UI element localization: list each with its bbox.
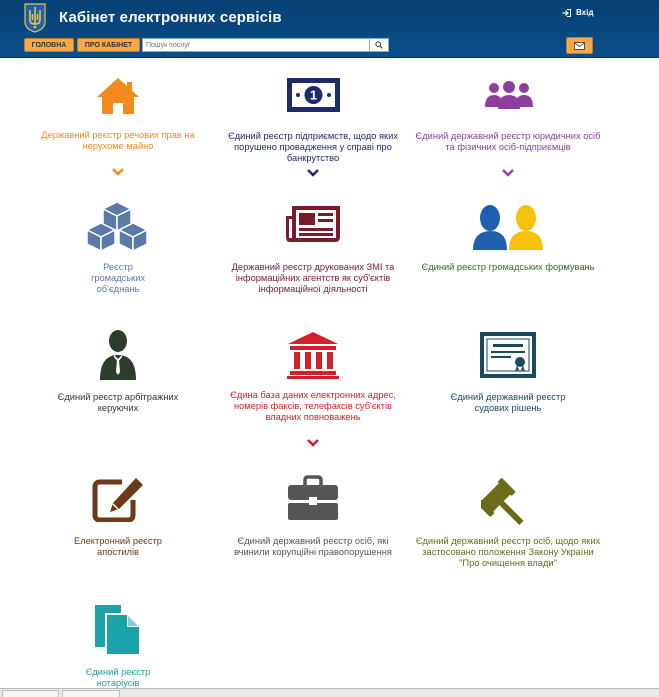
gavel-icon [481,474,535,528]
tile-bankruptcy-register[interactable] [218,72,408,180]
search-button[interactable] [369,39,388,51]
tile-label: Єдина база даних електронних адрес, номерів факсів, телефаксів суб'єктів владних повноважень [230,390,396,422]
tile-label: Єдиний державний реєстр судових рішень [450,392,566,413]
svg-text:1: 1 [309,87,318,103]
institution-icon [286,330,340,380]
tile-notaries-register[interactable] [23,601,213,687]
chevron-down-icon [112,168,124,176]
businessman-icon [99,329,137,381]
tile-label: Державний реєстр друкованих ЗМІ та інформаційних агентств як суб'єктів інформаційної діяльності [231,262,395,294]
coat-of-arms-icon [23,3,47,33]
login-link[interactable] [562,8,593,17]
tile-arbitration-managers[interactable] [23,327,213,427]
tile-legal-entities-register[interactable] [413,72,603,180]
tile-label: Єдиний реєстр арбітражних керуючих [57,392,179,413]
tile-label: Реєстр громадських об'єднань [90,262,146,294]
bottom-tab[interactable] [2,690,59,697]
edit-icon [92,476,146,522]
tile-public-associations[interactable] [23,197,213,297]
newspaper-icon [284,204,342,244]
search-input[interactable] [143,39,369,51]
tile-label: Єдиний державний реєстр осіб, щодо яких застосовано положення Закону України "Про очищення влади" [415,536,601,568]
about-button[interactable]: ПРО КАБІНЕТ [77,38,140,52]
group-icon [483,80,535,110]
search-box [142,38,389,52]
home-button[interactable]: ГОЛОВНА [24,38,74,52]
tile-label: Єдиний державний реєстр осіб, які вчинили корупційні правопорушення [234,536,392,557]
two-people-icon [471,201,545,251]
mail-button[interactable] [566,37,593,54]
tile-lustration-register[interactable] [413,472,603,572]
login-icon [562,9,571,17]
tile-label: Єдиний реєстр підприємств, щодо яких порушено провадження у справі про банкрутство [228,131,398,163]
tile-label: Державний реєстр речових прав на нерухоме майно [41,130,195,151]
house-icon [95,76,141,116]
app-title: Кабінет електронних сервісів [59,9,282,26]
tile-corruption-register[interactable] [218,472,408,572]
tile-label: Єдиний реєстр громадських формувань [421,262,595,272]
banknote-icon [286,76,341,114]
chevron-down-icon [502,169,514,177]
tile-label: Єдиний реєстр нотаріусів [85,667,151,688]
bottom-tab[interactable] [62,690,120,697]
chevron-down-icon [307,169,319,177]
certificate-icon [479,331,537,379]
tile-court-decisions[interactable] [413,327,603,427]
tile-label: Єдиний державний реєстр юридичних осіб та фізичних осіб-підприємців [415,131,601,152]
chevron-down-icon [307,439,319,447]
tile-civic-formations[interactable] [413,197,603,297]
envelope-icon [574,42,585,50]
tile-label: Електронний реєстр апостилів [74,536,162,557]
briefcase-icon [287,475,339,521]
login-label: Вхід [576,8,594,17]
tile-authorities-contacts[interactable] [218,327,408,447]
tile-apostille-register[interactable] [23,472,213,572]
cubes-icon [85,200,149,252]
search-icon [375,41,383,49]
tile-property-rights[interactable] [23,72,213,180]
tile-media-register[interactable] [218,197,408,297]
documents-icon [93,603,143,655]
bottom-tab-strip [0,688,659,697]
